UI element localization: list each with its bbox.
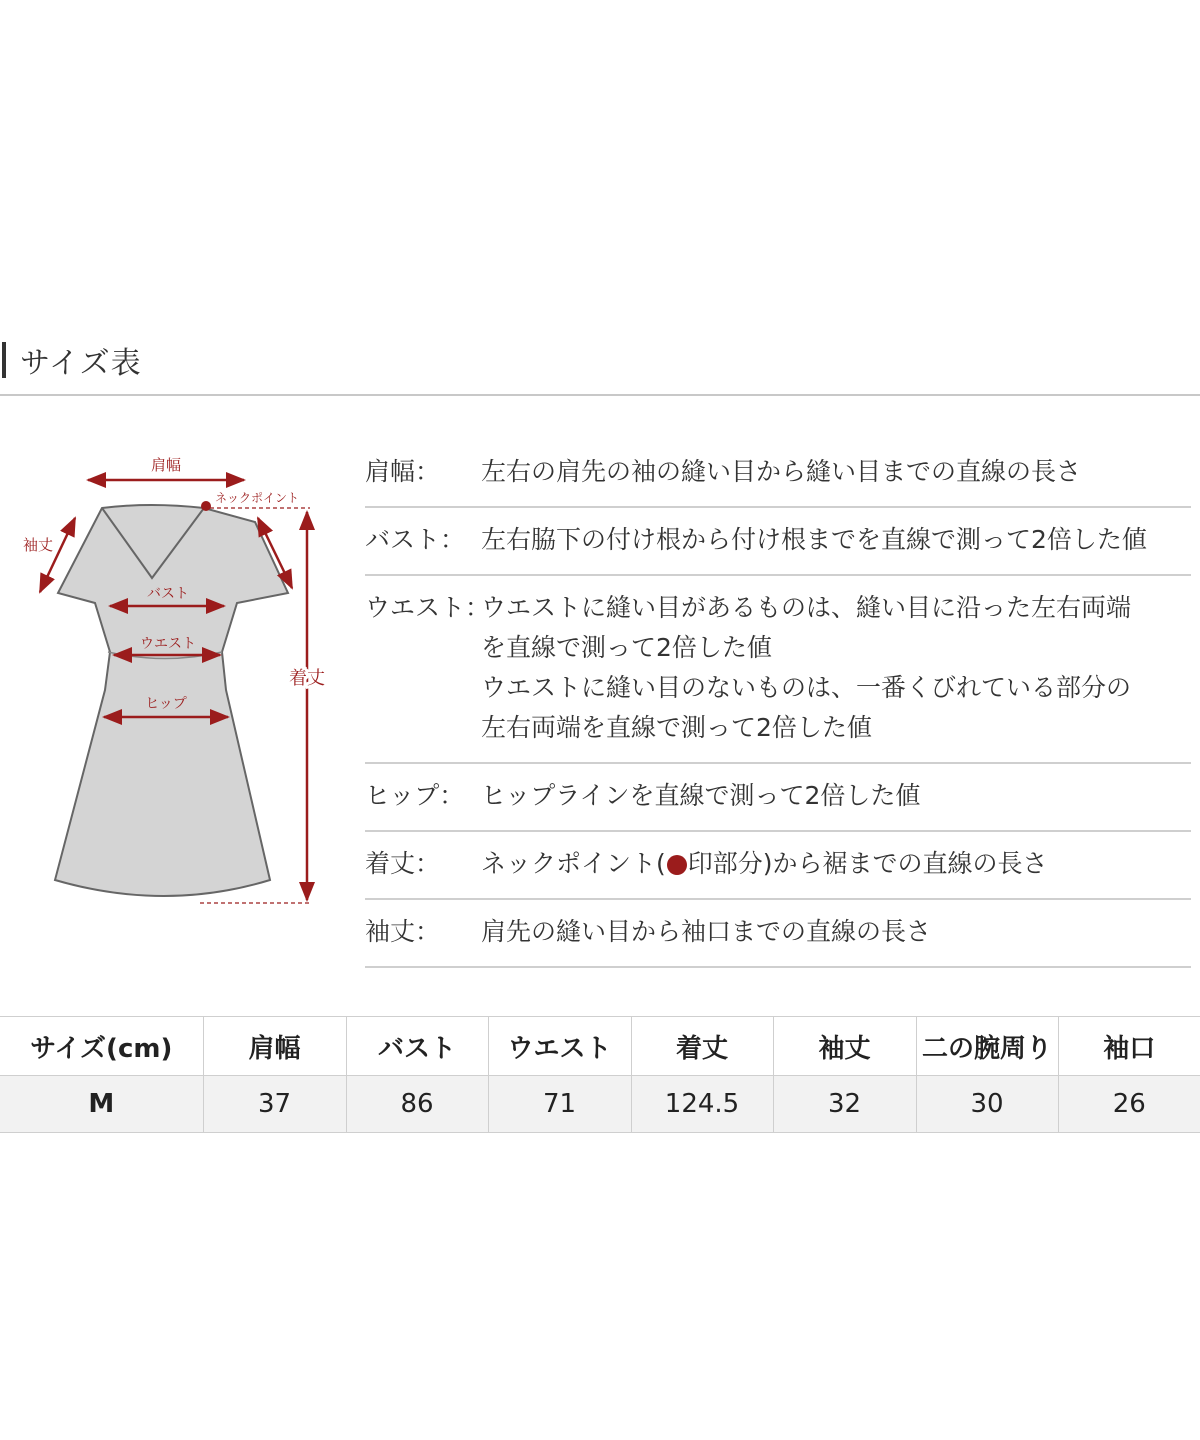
- table-header-row: [0, 1017, 1200, 1076]
- definition-term: バスト：: [365, 525, 466, 554]
- table-cell: 71: [488, 1076, 631, 1133]
- section-heading: [0, 338, 142, 382]
- label-shoulder: 肩幅: [150, 456, 182, 474]
- label-hip: ヒップ: [145, 696, 187, 712]
- definition-text: ヒップラインを直線で測って2倍した値: [481, 781, 921, 810]
- label-neck-point: ネックポイント: [215, 491, 300, 505]
- definition-text: 左右の肩先の袖の縫い目から縫い目までの直線の長さ: [481, 457, 1082, 486]
- label-sleeve: 袖丈: [23, 536, 54, 554]
- definition-term: 着丈：: [365, 849, 441, 878]
- measurement-definitions: [365, 440, 1191, 968]
- table-cell: 32: [773, 1076, 916, 1133]
- definition-text: ネックポイント( 印部分)から裾までの直線の長さ: [481, 849, 1048, 878]
- table-cell: 30: [916, 1076, 1058, 1133]
- column-header: バスト: [346, 1017, 488, 1076]
- column-header: 袖口: [1058, 1017, 1200, 1076]
- dress-measurement-diagram: [0, 440, 350, 940]
- definition-term: 肩幅：: [365, 457, 441, 486]
- size-table: [0, 1016, 1200, 1133]
- column-header: ウエスト: [488, 1017, 631, 1076]
- table-cell: 86: [346, 1076, 488, 1133]
- definition-term: 袖丈：: [365, 917, 441, 946]
- label-length: 着丈: [289, 668, 325, 689]
- label-bust: バスト: [147, 586, 189, 602]
- column-header: サイズ(cm): [0, 1017, 203, 1076]
- column-header: 袖丈: [773, 1017, 916, 1076]
- definition-length: [365, 832, 1191, 900]
- page-title: サイズ表: [20, 346, 142, 381]
- definition-bust: [365, 508, 1191, 576]
- column-header: 肩幅: [203, 1017, 346, 1076]
- table-cell: 26: [1058, 1076, 1200, 1133]
- definition-shoulder: [365, 440, 1191, 508]
- column-header: 二の腕周り: [916, 1017, 1058, 1076]
- table-row: [0, 1076, 1200, 1133]
- table-cell: 124.5: [631, 1076, 773, 1133]
- neck-point-dot-icon: [667, 855, 687, 875]
- table-cell: 37: [203, 1076, 346, 1133]
- definition-hip: [365, 764, 1191, 832]
- heading-divider: [0, 394, 1200, 396]
- definition-waist: [365, 576, 1191, 764]
- definition-text: 肩先の縫い目から袖口までの直線の長さ: [481, 917, 932, 946]
- neck-point-dot: [201, 501, 211, 511]
- definition-sleeve: [365, 900, 1191, 968]
- definition-text: 左右脇下の付け根から付け根までを直線で測って2倍した値: [481, 525, 1147, 554]
- definition-term: ヒップ：: [365, 781, 465, 810]
- column-header: 着丈: [631, 1017, 773, 1076]
- definition-text: ウエストに縫い目があるものは、縫い目に沿った左右両端 を直線で測って2倍した値 ウエストに縫い目のないものは、一番くびれている部分の 左右両端を直線で測って2倍した値: [481, 593, 1132, 742]
- label-waist: ウエスト: [140, 636, 196, 652]
- table-cell-size: M: [0, 1076, 203, 1133]
- definition-term: ウエスト：: [365, 593, 491, 622]
- heading-bar: [2, 342, 6, 378]
